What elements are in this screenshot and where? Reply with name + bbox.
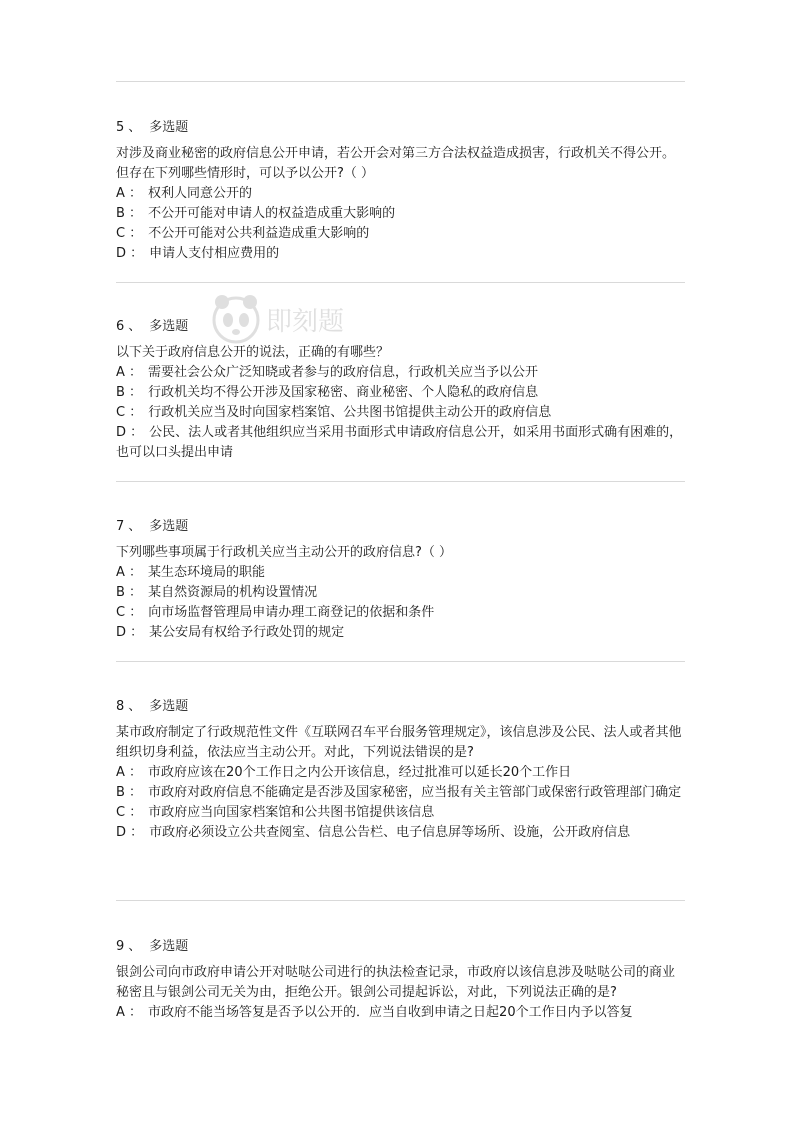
question-type: 多选题 — [149, 699, 189, 714]
question-number: 5 — [116, 120, 125, 135]
option-b: B ： 某自然资源局的机构设置情况 — [116, 585, 318, 600]
option-text: 市政府对政府信息不能确定是否涉及国家秘密，应当报有关主管部门或保密行政管理部门确定 — [148, 785, 682, 800]
option-c: C ： 行政机关应当及时向国家档案馆、公共图书馆提供主动公开的政府信息 — [116, 405, 552, 420]
question-type: 多选题 — [149, 939, 189, 954]
option-letter: D — [116, 425, 127, 440]
option-text: 市政府不能当场答复是否予以公开的．应当自收到申请之日起20个工作日内予以答复 — [148, 1005, 633, 1020]
question-separator: 、 — [128, 319, 142, 334]
question-number: 6 — [116, 319, 125, 334]
option-d: D ： 市政府必须设立公共查阅室、信息公告栏、电子信息屏等场所、设施，公开政府信息 — [116, 825, 631, 840]
question-number: 7 — [116, 519, 125, 534]
option-c: C ： 不公开可能对公共利益造成重大影响的 — [116, 226, 370, 241]
question-type: 多选题 — [149, 519, 189, 534]
question-separator: 、 — [128, 939, 142, 954]
question-block — [116, 317, 686, 463]
option-b: B ： 市政府对政府信息不能确定是否涉及国家秘密，应当报有关主管部门或保密行政管理部门确定 — [116, 785, 682, 800]
option-letter: B — [116, 385, 125, 400]
option-text: 市政府应该在20个工作日之内公开该信息，经过批准可以延长20个工作日 — [148, 765, 572, 780]
question-type: 多选题 — [149, 319, 189, 334]
option-text: 公民、法人或者其他组织应当采用书面形式申请政府信息公开，如采用书面形式确有困难的，也可以口头提出申请 — [116, 425, 683, 460]
option-letter: B — [116, 585, 125, 600]
option-text: 权利人同意公开的 — [148, 186, 253, 201]
question-stem: 对涉及商业秘密的政府信息公开申请，若公开会对第三方合法权益造成损害，行政机关不得公开。但存在下列哪些情形时，可以予以公开?（ ） — [116, 146, 676, 181]
option-b: B ： 行政机关均不得公开涉及国家秘密、商业秘密、个人隐私的政府信息 — [116, 385, 539, 400]
question-header — [116, 697, 686, 717]
option-text: 市政府必须设立公共查阅室、信息公告栏、电子信息屏等场所、设施，公开政府信息 — [149, 825, 631, 840]
watermark-text: 即刻题 — [266, 307, 345, 337]
question-header — [116, 317, 686, 337]
question-separator: 、 — [128, 699, 142, 714]
option-letter: A — [116, 765, 125, 780]
option-text: 某生态环境局的职能 — [148, 565, 266, 580]
option-letter: D — [116, 246, 127, 261]
option-text: 向市场监督管理局申请办理工商登记的依据和条件 — [148, 605, 435, 620]
option-c: C ： 市政府应当向国家档案馆和公共图书馆提供该信息 — [116, 805, 435, 820]
option-letter: A — [116, 365, 125, 380]
option-a: A ： 需要社会公众广泛知晓或者参与的政府信息，行政机关应当予以公开 — [116, 365, 539, 380]
option-c: C ： 向市场监督管理局申请办理工商登记的依据和条件 — [116, 605, 435, 620]
question-header — [116, 517, 686, 537]
divider-rule — [116, 81, 685, 82]
question-stem: 下列哪些事项属于行政机关应当主动公开的政府信息?（ ） — [116, 545, 453, 560]
question-stem: 某市政府制定了行政规范性文件《互联网召车平台服务管理规定》，该信息涉及公民、法人或者其他组织切身利益，依法应当主动公开。对此，下列说法错误的是? — [116, 725, 682, 760]
option-letter: C — [116, 405, 126, 420]
option-text: 需要社会公众广泛知晓或者参与的政府信息，行政机关应当予以公开 — [148, 365, 539, 380]
option-a: A ： 某生态环境局的职能 — [116, 565, 266, 580]
option-a: A ： 市政府不能当场答复是否予以公开的．应当自收到申请之日起20个工作日内予以答复 — [116, 1005, 633, 1020]
divider-rule — [116, 481, 685, 482]
option-text: 申请人支付相应费用的 — [149, 246, 280, 261]
divider-rule — [116, 661, 685, 662]
question-block — [116, 118, 686, 264]
question-block — [116, 517, 686, 643]
question-block — [116, 937, 686, 1023]
option-letter: C — [116, 226, 126, 241]
option-d: D ： 申请人支付相应费用的 — [116, 246, 280, 261]
question-separator: 、 — [128, 519, 142, 534]
option-text: 不公开可能对申请人的权益造成重大影响的 — [148, 206, 396, 221]
question-header — [116, 937, 686, 957]
option-d: D ： 某公安局有权给予行政处罚的规定 — [116, 625, 345, 640]
option-a: A ： 市政府应该在20个工作日之内公开该信息，经过批准可以延长20个工作日 — [116, 765, 572, 780]
option-letter: C — [116, 805, 126, 820]
option-letter: B — [116, 206, 125, 221]
question-type: 多选题 — [149, 120, 189, 135]
option-letter: A — [116, 565, 125, 580]
option-letter: D — [116, 625, 127, 640]
option-text: 市政府应当向国家档案馆和公共图书馆提供该信息 — [148, 805, 435, 820]
option-text: 行政机关应当及时向国家档案馆、公共图书馆提供主动公开的政府信息 — [148, 405, 552, 420]
question-header — [116, 118, 686, 138]
option-text: 某公安局有权给予行政处罚的规定 — [149, 625, 345, 640]
question-number: 9 — [116, 939, 125, 954]
option-letter: A — [116, 1005, 125, 1020]
divider-rule — [116, 900, 685, 901]
option-letter: C — [116, 605, 126, 620]
option-a: A ： 权利人同意公开的 — [116, 186, 253, 201]
option-letter: A — [116, 186, 125, 201]
option-letter: D — [116, 825, 127, 840]
option-text: 行政机关均不得公开涉及国家秘密、商业秘密、个人隐私的政府信息 — [148, 385, 539, 400]
option-text: 不公开可能对公共利益造成重大影响的 — [148, 226, 370, 241]
option-letter: B — [116, 785, 125, 800]
question-stem: 以下关于政府信息公开的说法，正确的有哪些？ — [116, 345, 390, 360]
option-text: 某自然资源局的机构设置情况 — [148, 585, 318, 600]
question-number: 8 — [116, 699, 125, 714]
question-stem: 银剑公司向市政府申请公开对哒哒公司进行的执法检查记录，市政府以该信息涉及哒哒公司的商业秘密且与银剑公司无关为由，拒绝公开。银剑公司提起诉讼，对此，下列说法正确的是? — [116, 965, 676, 1000]
question-separator: 、 — [128, 120, 142, 135]
option-b: B ： 不公开可能对申请人的权益造成重大影响的 — [116, 206, 396, 221]
question-block — [116, 697, 686, 843]
divider-rule — [116, 282, 685, 283]
option-d: D ： 公民、法人或者其他组织应当采用书面形式申请政府信息公开，如采用书面形式确有困难的，也可以口头提出申请 — [116, 425, 683, 460]
